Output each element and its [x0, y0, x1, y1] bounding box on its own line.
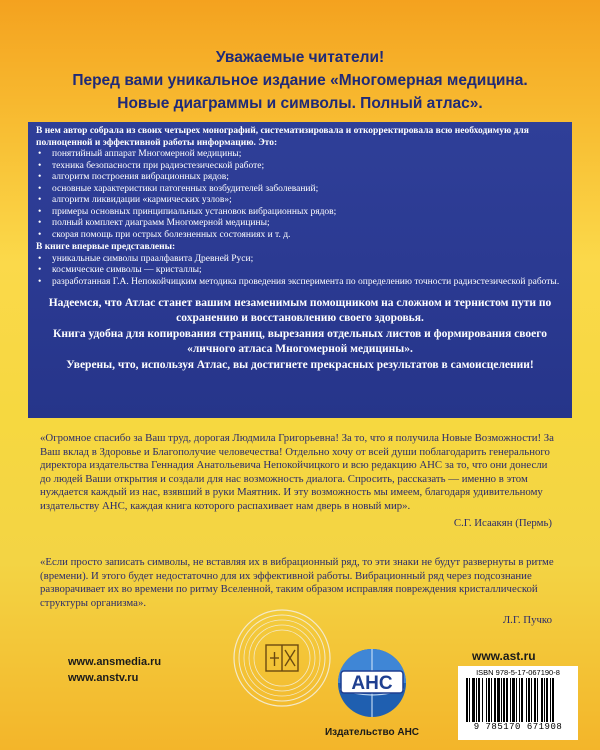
list-item: • полный комплект диаграмм Многомерной медицины; [36, 218, 564, 230]
barcode-bar [534, 678, 536, 722]
panel-intro: В нем автор собрала из своих четырех монографий, систематизировала и откорректировала всю необходимую для полноценной и эффективной работы информацию. Это: [36, 126, 529, 148]
publisher-name: Издательство АНС [324, 727, 420, 738]
logo-text: АНС [351, 673, 393, 694]
testimonial-quote-1 [40, 432, 560, 531]
barcode-bar [497, 678, 500, 722]
barcode-bar [482, 678, 483, 722]
closing-paragraph-2: Книга удобна для копирования страниц, вырезания отдельных листов и формирования своего «личного атласа Многомерной медицины». [53, 328, 547, 355]
barcode-bar [528, 678, 530, 722]
cover-heading [0, 46, 600, 115]
list-item: • космические символы — кристаллы; [36, 265, 564, 277]
barcode-bar [476, 678, 477, 722]
list-item: • алгоритм построения вибрационных рядов; [36, 172, 564, 184]
heading-line-2: Перед вами уникальное издание «Многомерная медицина. [72, 72, 528, 89]
barcode-number: 9 785170 671908 [473, 722, 563, 732]
list-item: • алгоритм ликвидации «кармических узлов»; [36, 195, 564, 207]
barcode-bar [488, 678, 490, 722]
isbn-text: ISBN 978-5-17-067190-8 [476, 668, 560, 677]
ans-logo-icon [322, 643, 422, 741]
barcode [458, 666, 578, 740]
barcode-bar [516, 678, 517, 722]
barcode-bar [486, 678, 487, 722]
contents-list [36, 149, 564, 241]
panel-text [36, 126, 564, 288]
emblem-icon [232, 608, 332, 708]
panel-closing [36, 296, 564, 373]
barcode-bar [531, 678, 532, 722]
closing-paragraph-1: Надеемся, что Атлас станет вашим незаменимым помощником на сложном и тернистом пути по сохранению и восстановлению своего здоровья. [48, 297, 552, 324]
list-item: • техника безопасности при радиэстезической работе; [36, 161, 564, 173]
barcode-bar [526, 678, 527, 722]
barcode-bar [466, 678, 468, 722]
new-features-heading: В книге впервые представлены: [36, 242, 176, 252]
url-ansmedia-link[interactable]: www.ansmedia.ru [68, 656, 162, 668]
barcode-bar [491, 678, 492, 722]
list-item: • разработанная Г.А. Непокойчицким методика проведения эксперимента по определению точности радиэстезической работы. [36, 277, 564, 289]
list-item: • примеры основных принципиальных установок вибрационных рядов; [36, 207, 564, 219]
list-item: • скорая помощь при острых болезненных состояниях и т. д. [36, 230, 564, 242]
barcode-bar [552, 678, 554, 722]
barcode-bar [478, 678, 480, 722]
barcode-bar [521, 678, 523, 722]
barcode-bar [506, 678, 508, 722]
closing-paragraph-3: Уверены, что, используя Атлас, вы достигнете прекрасных результатов в самоисцелении! [66, 359, 534, 371]
barcode-bar [472, 678, 475, 722]
barcode-bar [503, 678, 505, 722]
barcode-bar [469, 678, 470, 722]
barcode-bar [519, 678, 520, 722]
quote-author: Л.Г. Пучко [502, 614, 552, 626]
barcode-bar [494, 678, 496, 722]
description-panel [28, 122, 572, 418]
barcode-bar [544, 678, 545, 722]
url-ast-link[interactable]: www.ast.ru [472, 649, 536, 663]
list-item: • понятийный аппарат Многомерной медицины; [36, 149, 564, 161]
new-features-list [36, 254, 564, 289]
barcode-bar [510, 678, 511, 722]
quote-text: «Огромное спасибо за Ваш труд, дорогая Людмила Григорьевна! За то, что я получила Новые Возможности! За Ваш вклад в Здоровье и Благополучие человечества! Отдельно хочу от всей души поблагодарить генерального директора издательства Геннадия Анатольевича Непокойчицкого и всю редакцию АНС за то, что они донесли до людей Ваши открытия и создали для нас возможность диалога. Спросить, рассказать — именно в этом нуждается каждый из нас, взявший в руки Маятник. И эту возможность мы имеем, благодаря удивительному издательству АНС, каждая книга которого распахивает нам дверь в новый мир». [40, 432, 554, 512]
barcode-bars [464, 678, 572, 722]
heading-line-1: Уважаемые читатели! [215, 49, 385, 66]
list-item: • основные характеристики патогенных возбудителей заболеваний; [36, 184, 564, 196]
barcode-bar [512, 678, 515, 722]
quote-text: «Если просто записать символы, не вставляя их в вибрационный ряд, то эти знаки не будут развернуты в ритме (времени). И этого будет недостаточно для их эффективной работы. Вибрационный ряд через подсознание разворачивает их во времени по ритму Вселенной, таким образом исправляя повреждения кристаллической структуры организма». [40, 556, 554, 609]
barcode-bar [546, 678, 548, 722]
barcode-bar [541, 678, 543, 722]
list-item: • уникальные символы праалфавита Древней Руси; [36, 254, 564, 266]
heading-line-3: Новые диаграммы и символы. Полный атлас». [117, 95, 483, 112]
url-anstv-link[interactable]: www.anstv.ru [68, 672, 139, 684]
barcode-bar [501, 678, 502, 722]
quote-author: С.Г. Исаакян (Пермь) [453, 517, 552, 529]
barcode-bar [537, 678, 538, 722]
barcode-bar [550, 678, 551, 722]
